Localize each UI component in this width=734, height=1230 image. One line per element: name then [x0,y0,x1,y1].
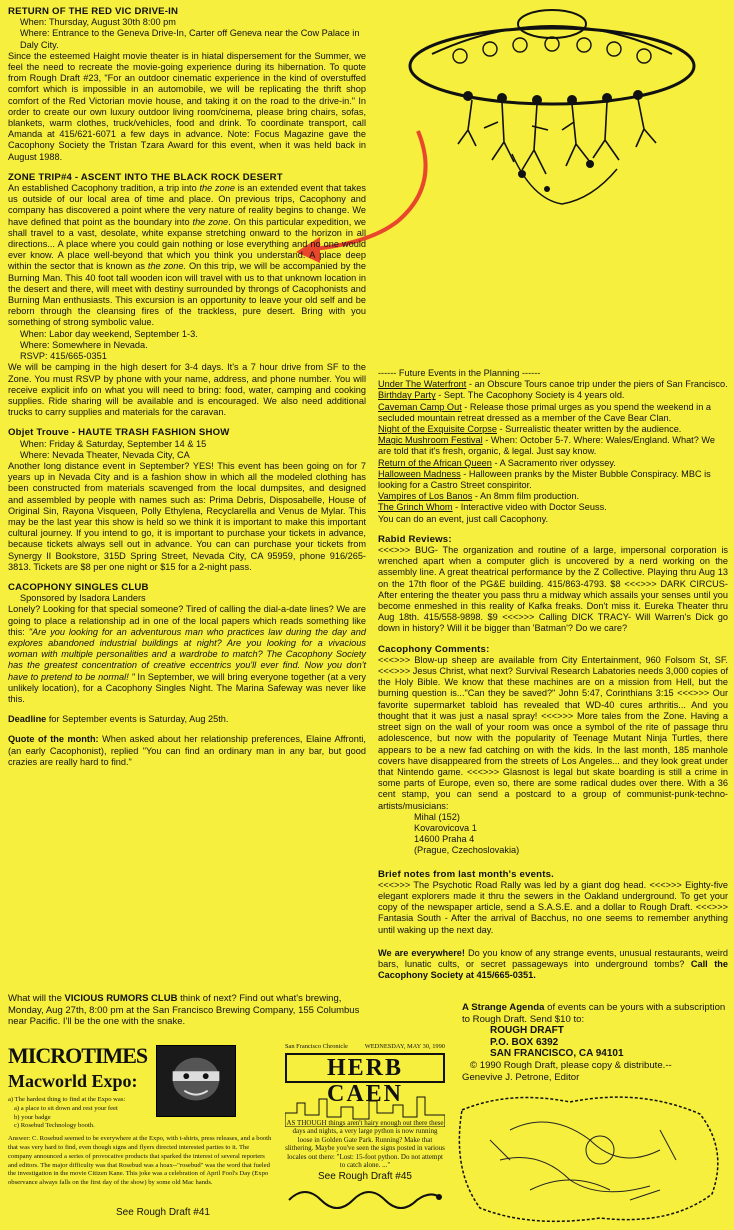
clipping-answer: Answer: C. Rosebud seemed to be everywhere at the Expo, with t-shirts, press releases, and a booth that was very hard to find, even though signs and flyers directed interested parties to it. The company announced a series of provocative products that sparked the interest of several reporters and editors. The major difficulty was that Rosebud was a hoax--"rosebud" was the word that fueled the investigation in the movie Citizen Kane. This joke was a celebration of April Fool's Day (Expo observance always falls on the first day of the show) by some old Mac hands. [8,1135,272,1187]
section-haute-trash [8,427,366,573]
column-excerpt: AS THOUGH things aren't hairy enough out there these days and nights, a very large python is now running loose in Golden Gate Park. Running? Make that slithering. Maybe you've seen the signs posted in various locales out there: "Lost: 15-foot python. Do not attempt to catch alone. ..." [285,1119,445,1170]
event-when: When: Thursday, August 30th 8:00 pm [20,17,176,28]
event-where: Where: Nevada Theater, Nevada City, CA [20,449,190,460]
future-event-item: Magic Mushroom Festival - When: October 5-7. Where: Wales/England. What? We are told that it's fresh, organic, & legal. Just say know. [378,435,716,457]
see-rough-draft-45: See Rough Draft #45 [318,1171,412,1183]
future-event-item: Vampires of Los Banos - An 8mm film production. [378,491,580,502]
section-everywhere: We are everywhere! Do you know of any strange events, unusual restaurants, weird bars, lunatic cults, or secret passageways into underground tombs? Call the Cacophony Society at 415/665-0351. [378,947,728,981]
microtimes-clipping [8,1043,273,1228]
future-event-link[interactable]: Under The Waterfront [378,379,467,390]
future-event-item: Halloween Madness - Halloween pranks by the Mister Bubble Conspiracy. MBC is looking for a Castro Street conspiritor. [378,468,711,491]
clipping-option-c: c) Rosebud Technology booth. [14,1122,95,1130]
section-comments [378,644,728,857]
future-event-link[interactable]: Birthday Party [378,390,436,401]
section-body: <<<>>> BUG- The organization and routine of a large, impersonal corporation is wrenched apart when a computer glich is uncovered by a nerd working on the assembly line. A great theatrical performance by the Z Collective. Playing thru Aug 13 on the 17th floor of the PG&E building. 415/863-4793. $8 <<<>>> DARK CIRCUS- After entering the theater you pass thru a midway which assails your senses until you become enmeshed in this reality of Kafka freaks. Don't miss it. Eureka Theater thru Aug 18th. 415/558-9898. $9 <<<>>> Calling DICK TRACY- Will Warren's Dick go down in history? Will it be bigger than 'Batman'? Do we care? [378,545,728,634]
clipping-question: a) The hardest thing to find at the Expo was: [8,1096,126,1103]
event-rsvp: RSVP: 415/665-0351 [20,351,107,362]
clipping-option-b: b) your badge [14,1113,51,1121]
address-line: ROUGH DRAFT [490,1025,564,1037]
future-event-link[interactable]: Caveman Camp Out [378,401,462,412]
vicious-rumors-note: What will the VICIOUS RUMORS CLUB think of next? Find out what's brewing, Monday, Aug 27th, 8:00 pm at the San Francisco Brewing Company, 155 Columbus near Pacific. I'll be the one with the snake. [8,993,360,1027]
city-skyline-illustration [285,1093,445,1127]
address-line: SAN FRANCISCO, CA 94101 [490,1048,624,1060]
quote-of-month: Quote of the month: When asked about her relationship preferences, Elaine Affronti, (an early Cacophonist), replied "You can find an ordinary man in any bar, but good crazies are really hard to find." [8,734,366,767]
left-column [8,6,366,777]
herb-caen-clipping [285,1043,445,1228]
clipping-headline: Macworld Expo: [8,1071,138,1091]
subscription-box: A Strange Agenda of events can be yours with a subscription to Rough Draft. Send $10 to: ROUGH DRAFT P.O. BOX 6392 SAN FRANCISCO, CA 94101 © 1990 Rough Draft, please copy & distribute.-- Genevive J. Petrone, Editor [462,1002,728,1083]
event-when: When: Friday & Saturday, September 14 & 15 [20,438,207,449]
section-future-events [378,368,728,525]
section-body: Another long distance event in September? YES! This event has been going on for 7 years up in Nevada City and is a fashion show in which all the modeled clothing has been constructed from materials scavenged from the local dumpsites, and designed and assembled by people with names such as: Prima Debris, Disposabelle, House of Original Sin, Rayona Visqueen, Polly Ethylena, Recyclarella and Venus de Mylar. This may be the last year this show is held so we think it is important to make this important cultural journey. If you intend to go, it is important to purchase your tickets in advance, because tickets always sell out in advance. You can can purchase your tickets from Synergy II Bookstore, 315D Spring Street, Nevada City, CA 95959, phone 916/265-3813. Tickets are $8 per one night or $15 for a 2-night pass. [8,460,366,572]
editor-credit: Genevive J. Petrone, Editor [462,1071,580,1083]
section-rabid-reviews [378,534,728,635]
future-event-link[interactable]: Vampires of Los Banos [378,491,473,502]
column-masthead: HERB CAEN [285,1053,445,1083]
section-title: ZONE TRIP#4 - ASCENT INTO THE BLACK ROCK DESERT [8,171,283,183]
future-event-item: Caveman Camp Out - Release those primal urges as you spend the weekend in a secluded mountain retreat dressed as a member of the Cave Bear Clan. [378,401,711,423]
section-title: RETURN OF THE RED VIC DRIVE-IN [8,6,179,17]
event-where: Where: Somewhere in Nevada. [20,339,148,350]
microtimes-logo: MICROTIMES [8,1043,148,1068]
future-event-item: Return of the African Queen - A Sacramento river odyssey. [378,457,616,468]
section-body-2: We will be camping in the high desert for 3-4 days. It's a 7 hour drive from SF to the Zone. You must RSVP by phone with your name, address, and phone number. You will receive explicit info on what you will need to bring: food, water, camping and cooking supplies. Ride sharing will be available and is encouraged. We also need additional trucks to carry supplies and materials for the caravan. [8,362,366,418]
future-event-link[interactable]: Magic Mushroom Festival [378,435,483,446]
section-title: Brief notes from last month's events. [378,868,555,880]
future-event-item: Under The Waterfront - an Obscure Tours canoe trip under the piers of San Francisco. [378,379,728,390]
section-body: <<<>>> The Psychotic Road Rally was led by a giant dog head. <<<>>> Eighty-five elegant explorers made it thru the sewers in the Oakland underground. To get your copy of the newspaper article, send a S.A.S.E. and a dollar to Rough Draft. <<<>>> Fantasia South - After the arrival of Bacchus, no one seems to remember anything until waking up the next day. [378,879,728,935]
future-tail: You can do an event, just call Cacophony. [378,513,549,524]
event-where: Where: Entrance to the Geneva Drive-In, Carter off Geneva near the Cow Palace in Daly City. [20,28,360,50]
postal-address: Mihal (152) Kovarovicova 1 14600 Praha 4 (Prague, Czechoslovakia) [414,811,520,856]
sponsor-line: Sponsored by Isadora Landers [20,593,146,604]
address-line: P.O. BOX 6392 [490,1036,559,1048]
future-event-item: Birthday Party - Sept. The Cacophony Society is 4 years old. [378,390,625,401]
section-title: Cacophony Comments: [378,643,490,655]
section-red-vic [8,6,366,163]
section-title: Rabid Reviews: [378,533,452,545]
section-singles-club [8,582,366,705]
future-event-link[interactable]: Halloween Madness [378,468,461,479]
future-event-item: Night of the Exquisite Corpse - Surrealistic theater written by the audience. [378,424,682,435]
future-events-list [378,379,728,513]
section-body: An established Cacophony tradition, a trip into the zone is an extended event that takes us outside of our local area of time and place. On previous trips, Cacophony and company has discovered a point where the very nature of reality begins to change. We have defined that point as the boundary into the zone. On this particular expedition, we shall travel to a vast, desolate, white expanse stretching onward to the horizon in all directions... A place where you could gain nothing or lose everything and no one would ever know. A place well-beyond that which you think you understand. A place deep within the sector that is known as the zone. On this trip, we will be accompanied by the Burning Man. This 40 foot tall wooden icon will travel with us to that unknown location in the desert and there, will meet with destiny surrounded by throngs of Cacophonists and Burning Man enthusiasts. This excursion is an opportunity to leave your old self and be reborn through the cleansing fires of the trackless, pure desert. Bring with you something of strong symbolic value. [8,183,366,328]
section-title: CACOPHONY SINGLES CLUB [8,581,149,593]
future-event-item: The Grinch Whom - Interactive video with Doctor Seuss. [378,502,607,513]
see-rough-draft-41: See Rough Draft #41 [116,1207,210,1218]
sketch-illustration [450,1090,730,1228]
future-event-link[interactable]: Return of the African Queen [378,457,492,468]
future-event-link[interactable]: Night of the Exquisite Corpse [378,424,497,435]
section-title: Objet Trouve - HAUTE TRASH FASHION SHOW [8,427,230,439]
newspaper-name: San Francisco Chronicle [285,1043,348,1050]
event-when: When: Labor day weekend, September 1-3. [20,328,198,339]
right-column [378,368,728,990]
section-brief-notes [378,869,728,936]
section-body: Lonely? Looking for that special someone? Tired of calling the dial-a-date lines? We are going to place a relationship ad in one of the local papers which reads something like this: "Are you looking for an adventurous man who practices law during the day and explores abandoned industrial buildings at night? Are you looking for a vivacious woman with multiple personalities and a wardrobe to match? The Cacophony Society has the greatest concentration of creative eccentrics you'll ever find. Now you don't have to pretend to be normal! " In September, we will bring everyone together (at a very unlikely location), for a Cacophony Singles Night. The Marina Safeway was never like this. [8,604,366,704]
copyright-line: © 1990 Rough Draft, please copy & distribute.-- [470,1059,672,1071]
section-zone-trip [8,172,366,418]
future-event-link[interactable]: The Grinch Whom [378,502,453,513]
newspaper-date: WEDNESDAY, MAY 30, 1990 [364,1043,445,1050]
section-body: <<<>>> Blow-up sheep are available from City Entertainment, 960 Folsom St, SF. <<<>>> Jesus Christ, what next? Survival Research Labatories needs 3,000 copies of the Holy Bible. We know that these machines are on a mission from Hell, but the burning question is..."Can they be saved?" John 5:47, Corinthians 3:15 <<<>>> Our favorite supermarket tabloid has revealed that WD-40 cures arthritis... And you thought that it was just a nasal spray! <<<>>> More tales from the Zone. Having a street sign on the wall of your room was once a symbol of the rite of passage thru adolescence, but now with the popularity of Teenage Mutant Ninja Turtles, there appears to be a new fad catching on with the kids. In the last month, 185 manhole covers have disappeared from the streets of Los Angeles... and they look great under that Nintendo game. <<<>>> Glasnost is legal but skate boarding is still a crime in some parts of Europe, even so, there are some radical dudes over there. With a 36 cent stamp, you can send a postcard to a group of communist-punk-techno-artists/musicians: [378,654,728,811]
section-title: ------ Future Events in the Planning ------ [378,368,541,378]
clipping-option-a: a) a place to sit down and rest your feet [14,1104,118,1112]
ninja-turtle-image [156,1045,236,1117]
deadline-note: Deadline for September events is Saturday, Aug 25th. [8,714,229,725]
snake-illustration [285,1182,445,1212]
section-body: Since the esteemed Haight movie theater is in hiatal dispersement for the Summer, we feel the need to recreate the movie-going experience during its hibernation. To quote from Rough Draft #23, "For an outdoor cinematic experience in the kind of overstuffed comfort which is impossible in an automobile, we will be replicating the thrift shop comfort of the Red Victorian movie house, and taking it on the road to the drive-in." In order to create our own luxury outdoor living room/cinema, please bring chairs, sofas, blankets, warm clothes, truck/vehicles, food and drink. To coordinate transport, call Amanda at 415/621-6071 a few days in advance. Note: Focus Magazine gave the Cacophony Society the Tristan Tzara Award for this event, when it was held back in August 1988. [8,50,366,162]
